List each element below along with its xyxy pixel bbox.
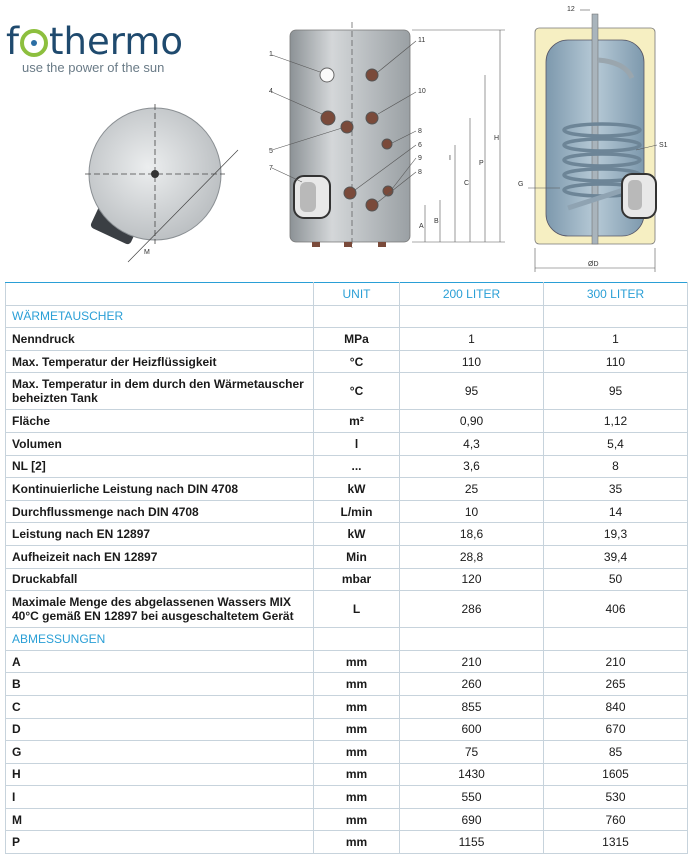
row-unit: mbar (314, 568, 400, 591)
dim-label-g: G (518, 181, 524, 188)
value-200-liter: 1155 (400, 831, 544, 854)
dim-label-c: C (464, 180, 470, 187)
row-unit: L/min (314, 500, 400, 523)
table-row (6, 591, 688, 628)
table-header-row (6, 283, 688, 306)
table-row (6, 568, 688, 591)
section-row (6, 305, 688, 328)
value-300-liter: 19,3 (544, 523, 688, 546)
callout-11: 11 (418, 37, 426, 44)
table-body (6, 305, 688, 853)
value-200-liter: 550 (400, 786, 544, 809)
value-300-liter: 35 (544, 478, 688, 501)
value-300-liter: 1 (544, 328, 688, 351)
row-unit: l (314, 432, 400, 455)
value-300-liter: 406 (544, 591, 688, 628)
table-row (6, 786, 688, 809)
value-300-liter: 39,4 (544, 545, 688, 568)
row-unit: L (314, 591, 400, 628)
value-200-liter: 1 (400, 328, 544, 351)
row-label: Druckabfall (6, 568, 314, 591)
row-label: P (6, 831, 314, 854)
row-label: Max. Temperatur in dem durch den Wärmetauscher beheizten Tank (6, 373, 314, 410)
row-label: Aufheizeit nach EN 12897 (6, 545, 314, 568)
table-row (6, 741, 688, 764)
table-row (6, 500, 688, 523)
dim-label-m: M (144, 249, 150, 256)
row-unit: mm (314, 831, 400, 854)
value-200-liter: 120 (400, 568, 544, 591)
value-200-liter: 18,6 (400, 523, 544, 546)
value-300-liter: 50 (544, 568, 688, 591)
empty-cell (400, 628, 544, 651)
table-row (6, 695, 688, 718)
row-unit: °C (314, 350, 400, 373)
table-row (6, 718, 688, 741)
technical-drawing (0, 0, 695, 280)
callout-9: 9 (418, 155, 422, 162)
row-label: Kontinuierliche Leistung nach DIN 4708 (6, 478, 314, 501)
empty-cell (400, 305, 544, 328)
table-row (6, 328, 688, 351)
value-300-liter: 1315 (544, 831, 688, 854)
header-300-liter: 300 LITER (544, 283, 688, 306)
value-200-liter: 855 (400, 695, 544, 718)
table-row (6, 350, 688, 373)
value-300-liter: 1605 (544, 763, 688, 786)
value-200-liter: 4,3 (400, 432, 544, 455)
value-300-liter: 670 (544, 718, 688, 741)
callout-7: 7 (269, 165, 273, 172)
value-300-liter: 1,12 (544, 410, 688, 433)
value-300-liter: 85 (544, 741, 688, 764)
value-300-liter: 8 (544, 455, 688, 478)
row-label: Leistung nach EN 12897 (6, 523, 314, 546)
empty-cell (544, 628, 688, 651)
row-unit: MPa (314, 328, 400, 351)
section-heading: WÄRMETAUSCHER (6, 305, 314, 328)
header-200-liter: 200 LITER (400, 283, 544, 306)
row-label: Maximale Menge des abgelassenen Wassers MIX 40°C gemäß EN 12897 bei ausgeschaltetem Gerät (6, 591, 314, 628)
logo-wordmark: f thermo (6, 20, 183, 63)
logo-tagline: use the power of the sun (22, 60, 165, 75)
row-label: Durchflussmenge nach DIN 4708 (6, 500, 314, 523)
row-label: A (6, 650, 314, 673)
section-view (518, 6, 668, 272)
value-200-liter: 95 (400, 373, 544, 410)
value-200-liter: 110 (400, 350, 544, 373)
section-row (6, 628, 688, 651)
value-300-liter: 760 (544, 808, 688, 831)
value-300-liter: 210 (544, 650, 688, 673)
value-200-liter: 75 (400, 741, 544, 764)
row-unit: Min (314, 545, 400, 568)
table-row (6, 432, 688, 455)
value-200-liter: 600 (400, 718, 544, 741)
callout-8a: 8 (418, 128, 422, 135)
row-label: D (6, 718, 314, 741)
dim-label-h: H (494, 135, 500, 142)
table-row (6, 523, 688, 546)
dim-label-a: A (419, 223, 424, 230)
row-label: Volumen (6, 432, 314, 455)
table-row (6, 673, 688, 696)
row-unit: mm (314, 650, 400, 673)
callout-10: 10 (418, 88, 426, 95)
row-label: Max. Temperatur der Heizflüssigkeit (6, 350, 314, 373)
callout-12: 12 (567, 6, 575, 13)
table-row (6, 650, 688, 673)
row-unit: mm (314, 786, 400, 809)
row-unit: kW (314, 478, 400, 501)
row-label: Fläche (6, 410, 314, 433)
value-200-liter: 25 (400, 478, 544, 501)
table-row (6, 545, 688, 568)
empty-cell (544, 305, 688, 328)
value-200-liter: 3,6 (400, 455, 544, 478)
section-heading: ABMESSUNGEN (6, 628, 314, 651)
row-unit: mm (314, 673, 400, 696)
header-unit: UNIT (314, 283, 400, 306)
value-300-liter: 95 (544, 373, 688, 410)
value-200-liter: 28,8 (400, 545, 544, 568)
row-unit: mm (314, 741, 400, 764)
row-unit: mm (314, 695, 400, 718)
callout-1: 1 (269, 51, 273, 58)
value-300-liter: 840 (544, 695, 688, 718)
dim-label-b: B (434, 218, 439, 225)
spec-table (5, 282, 688, 854)
value-300-liter: 14 (544, 500, 688, 523)
value-200-liter: 1430 (400, 763, 544, 786)
callout-8b: 8 (418, 169, 422, 176)
row-label: B (6, 673, 314, 696)
row-unit: m² (314, 410, 400, 433)
row-label: C (6, 695, 314, 718)
row-unit: mm (314, 718, 400, 741)
table-row (6, 410, 688, 433)
dim-label-p: P (479, 160, 484, 167)
row-label: NL [2] (6, 455, 314, 478)
row-unit: mm (314, 808, 400, 831)
value-200-liter: 10 (400, 500, 544, 523)
value-200-liter: 690 (400, 808, 544, 831)
table-row (6, 478, 688, 501)
dim-label-i: I (449, 155, 451, 162)
value-200-liter: 0,90 (400, 410, 544, 433)
top-view (85, 104, 238, 262)
front-view (269, 22, 505, 248)
callout-s1: S1 (659, 142, 668, 149)
callout-4: 4 (269, 88, 273, 95)
table-row (6, 808, 688, 831)
row-label: M (6, 808, 314, 831)
row-unit: ... (314, 455, 400, 478)
row-label: H (6, 763, 314, 786)
value-300-liter: 5,4 (544, 432, 688, 455)
row-label: G (6, 741, 314, 764)
value-300-liter: 530 (544, 786, 688, 809)
value-200-liter: 260 (400, 673, 544, 696)
row-unit: °C (314, 373, 400, 410)
empty-cell (314, 628, 400, 651)
value-200-liter: 286 (400, 591, 544, 628)
row-label: I (6, 786, 314, 809)
row-unit: mm (314, 763, 400, 786)
table-row (6, 455, 688, 478)
table-row (6, 763, 688, 786)
callout-6: 6 (418, 142, 422, 149)
callout-5: 5 (269, 148, 273, 155)
table-row (6, 373, 688, 410)
dim-label-d: ØD (588, 261, 599, 268)
row-label: Nenndruck (6, 328, 314, 351)
header-label (6, 283, 314, 306)
value-200-liter: 210 (400, 650, 544, 673)
empty-cell (314, 305, 400, 328)
table-row (6, 831, 688, 854)
row-unit: kW (314, 523, 400, 546)
value-300-liter: 110 (544, 350, 688, 373)
figure-area (0, 0, 695, 280)
value-300-liter: 265 (544, 673, 688, 696)
